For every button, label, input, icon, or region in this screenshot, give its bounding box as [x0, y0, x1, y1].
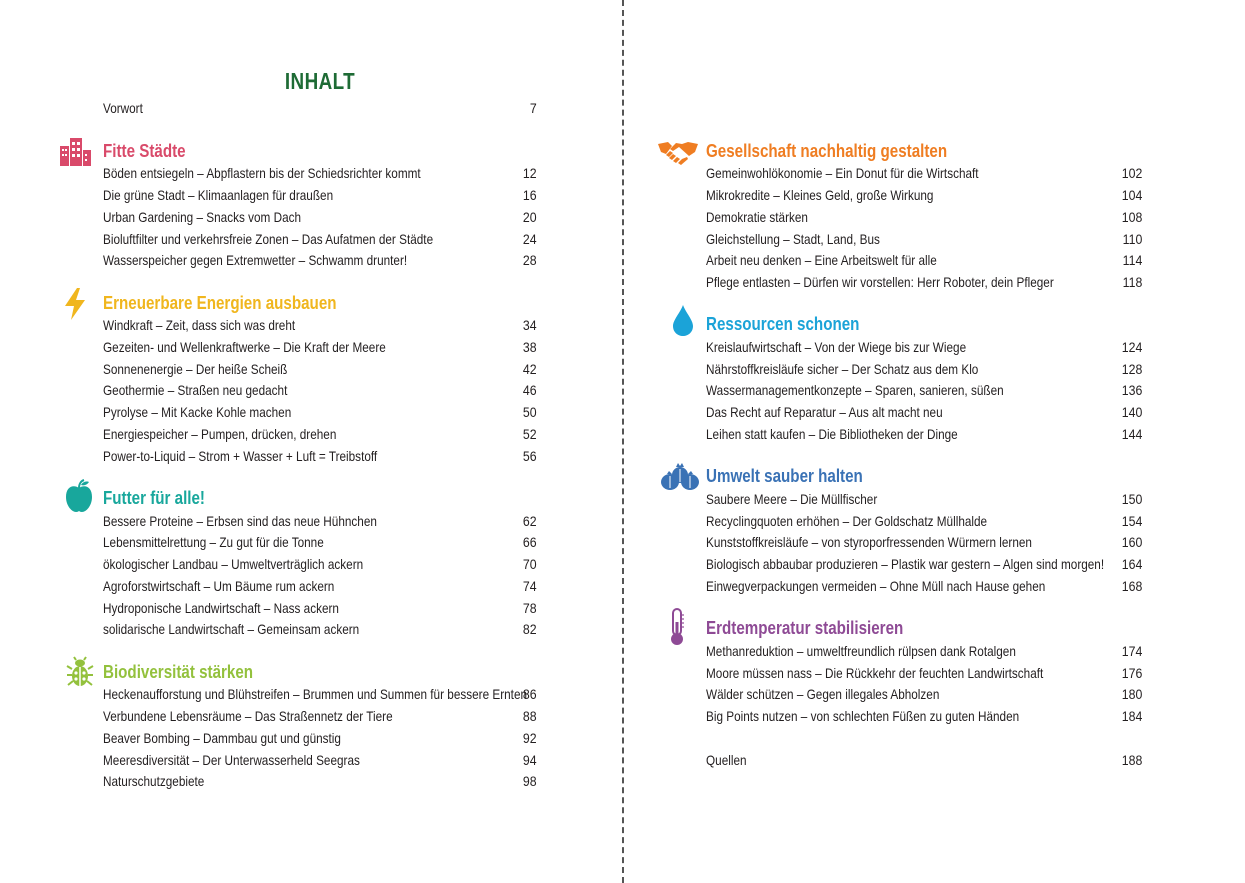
toc-entry[interactable] — [706, 207, 1142, 227]
toc-entry-label: Das Recht auf Reparatur – Aus alt macht neu — [706, 404, 943, 420]
toc-entry[interactable] — [103, 598, 537, 618]
toc-entry-page: 150 — [1121, 491, 1142, 507]
toc-entry-label: Windkraft – Zeit, dass sich was dreht — [103, 317, 296, 333]
toc-entry-label: Agroforstwirtschaft – Um Bäume rum ackern — [103, 578, 335, 594]
page-title: INHALT — [284, 68, 356, 94]
toc-entry[interactable] — [103, 229, 537, 249]
toc-entry[interactable] — [103, 771, 537, 791]
toc-entry-label: Sonnenenergie – Der heiße Scheiß — [103, 361, 288, 377]
toc-entry-page: 184 — [1121, 708, 1142, 724]
toc-entry[interactable] — [706, 554, 1142, 574]
toc-entry-page: 118 — [1122, 274, 1142, 290]
toc-entry-page: 82 — [523, 621, 537, 637]
toc-entry-page: 164 — [1121, 556, 1142, 572]
toc-entry-page: 24 — [523, 231, 537, 247]
toc-entry-page: 140 — [1121, 404, 1142, 420]
toc-entry-label: Gemeinwohlökonomie – Ein Donut für die Wirtschaft — [706, 165, 979, 181]
toc-entry[interactable] — [103, 359, 537, 379]
toc-entry-label: Recyclingquoten erhöhen – Der Goldschatz Müllhalde — [706, 513, 988, 529]
toc-entry[interactable] — [706, 337, 1142, 357]
toc-entry[interactable] — [103, 684, 537, 704]
toc-entry-page: 52 — [523, 426, 537, 442]
toc-entry-page: 46 — [523, 382, 537, 398]
toc-entry[interactable] — [706, 402, 1142, 422]
toc-entry-page: 34 — [523, 317, 537, 333]
toc-entry-page: 66 — [523, 534, 537, 550]
toc-entry-label: Wälder schützen – Gegen illegales Abholzen — [706, 686, 940, 702]
toc-entry-label: Leihen statt kaufen – Die Bibliotheken der Dinge — [706, 426, 958, 442]
toc-entry-label: Kreislaufwirtschaft – Von der Wiege bis zur Wiege — [706, 339, 967, 355]
toc-entry-page: 102 — [1121, 165, 1142, 181]
toc-entry-page: 78 — [523, 600, 537, 616]
toc-entry[interactable] — [103, 446, 537, 466]
toc-entry-page: 74 — [523, 578, 537, 594]
toc-entry-page: 38 — [523, 339, 537, 355]
toc-entry[interactable] — [706, 489, 1142, 509]
toc-entry[interactable] — [103, 315, 537, 335]
toc-entry-label: Biologisch abbaubar produzieren – Plastik war gestern – Algen sind morgen! — [706, 556, 1105, 572]
toc-entry[interactable] — [103, 554, 537, 574]
toc-entry-label: Einwegverpackungen vermeiden – Ohne Müll nach Hause gehen — [706, 578, 1046, 594]
toc-entry-page: 70 — [523, 556, 537, 572]
toc-entry-vorwort[interactable] — [103, 98, 537, 118]
toc-entry[interactable] — [706, 532, 1142, 552]
toc-entry-page: 86 — [523, 686, 537, 702]
toc-entry-label: Meeresdiversität – Der Unterwasserheld Seegras — [103, 752, 360, 768]
toc-entry-page: 144 — [1121, 426, 1142, 442]
toc-entry-page: 94 — [523, 752, 537, 768]
toc-entry[interactable] — [103, 532, 537, 552]
toc-entry[interactable] — [706, 576, 1142, 596]
toc-entry[interactable] — [706, 511, 1142, 531]
toc-entry[interactable] — [103, 185, 537, 205]
toc-entry-label: Gleichstellung – Stadt, Land, Bus — [706, 231, 880, 247]
toc-entry-page: 20 — [523, 209, 537, 225]
toc-entry-page: 168 — [1121, 578, 1142, 594]
toc-entry-page: 42 — [523, 361, 537, 377]
toc-entry-page: 16 — [523, 187, 537, 203]
toc-entry-label: Verbundene Lebensräume – Das Straßennetz der Tiere — [103, 708, 393, 724]
toc-entry-label: Wasserspeicher gegen Extremwetter – Schwamm drunter! — [103, 252, 408, 268]
toc-entry[interactable] — [103, 402, 537, 422]
toc-entry-page: 188 — [1121, 752, 1142, 768]
toc-entry[interactable] — [706, 424, 1142, 444]
toc-entry[interactable] — [103, 511, 537, 531]
toc-entry[interactable] — [706, 359, 1142, 379]
page-divider — [622, 0, 624, 883]
buildings-icon — [58, 136, 92, 166]
toc-entry[interactable] — [103, 163, 537, 183]
toc-entry-label: Mikrokredite – Kleines Geld, große Wirkung — [706, 187, 934, 203]
toc-entry-page: 92 — [523, 730, 537, 746]
beetle-icon — [66, 656, 94, 688]
toc-entry-label: Kunststoffkreisläufe – von styroporfressenden Würmern lernen — [706, 534, 1032, 550]
toc-entry[interactable] — [103, 337, 537, 357]
toc-entry-label: Heckenaufforstung und Blühstreifen – Brummen und Summen für bessere Ernten — [103, 686, 528, 702]
toc-entry[interactable] — [706, 706, 1142, 726]
toc-entry-label: Quellen — [706, 752, 747, 768]
toc-entry[interactable] — [103, 250, 537, 270]
toc-entry[interactable] — [706, 229, 1142, 249]
garbage-bags-icon — [660, 460, 700, 490]
toc-entry-label: Nährstoffkreisläufe sicher – Der Schatz aus dem Klo — [706, 361, 979, 377]
toc-entry[interactable] — [706, 641, 1142, 661]
toc-entry-label: Die grüne Stadt – Klimaanlagen für draußen — [103, 187, 334, 203]
toc-entry-label: Power-to-Liquid – Strom + Wasser + Luft = Treibstoff — [103, 448, 378, 464]
toc-entry[interactable] — [706, 684, 1142, 704]
toc-entry[interactable] — [103, 728, 537, 748]
toc-entry-label: Pyrolyse – Mit Kacke Kohle machen — [103, 404, 292, 420]
toc-entry-page: 7 — [530, 100, 537, 116]
toc-entry-label: Naturschutzgebiete — [103, 773, 205, 789]
toc-entry-page: 50 — [523, 404, 537, 420]
toc-entry-page: 110 — [1122, 231, 1142, 247]
toc-entry-label: Böden entsiegeln – Abpflastern bis der Schiedsrichter kommt — [103, 165, 421, 181]
toc-entry[interactable] — [706, 663, 1142, 683]
toc-entry-page: 174 — [1121, 643, 1142, 659]
toc-entry-quellen[interactable] — [706, 750, 1142, 770]
toc-entry-label: Saubere Meere – Die Müllfischer — [706, 491, 878, 507]
toc-entry-page: 124 — [1121, 339, 1142, 355]
section-heading-staedte[interactable]: Fitte Städte — [103, 140, 186, 161]
toc-entry-page: 180 — [1121, 686, 1142, 702]
toc-entry-label: Bessere Proteine – Erbsen sind das neue Hühnchen — [103, 513, 377, 529]
toc-entry-label: Gezeiten- und Wellenkraftwerke – Die Kraft der Meere — [103, 339, 386, 355]
toc-entry[interactable] — [103, 424, 537, 444]
toc-entry-label: Geothermie – Straßen neu gedacht — [103, 382, 288, 398]
toc-entry-label: Wassermanagementkonzepte – Sparen, sanieren, süßen — [706, 382, 1004, 398]
toc-entry-page: 176 — [1121, 665, 1142, 681]
toc-entry[interactable] — [103, 207, 537, 227]
toc-entry[interactable] — [706, 185, 1142, 205]
toc-entry-label: Big Points nutzen – von schlechten Füßen zu guten Händen — [706, 708, 1020, 724]
toc-entry-page: 104 — [1121, 187, 1142, 203]
toc-entry-page: 114 — [1122, 252, 1142, 268]
thermometer-icon — [668, 608, 686, 646]
lightning-icon — [63, 288, 87, 320]
toc-entry-label: Energiespeicher – Pumpen, drücken, drehen — [103, 426, 337, 442]
toc-entry[interactable] — [706, 272, 1142, 292]
apple-icon — [64, 479, 94, 513]
toc-entry-page: 128 — [1121, 361, 1142, 377]
toc-entry-label: Beaver Bombing – Dammbau gut und günstig — [103, 730, 341, 746]
toc-entry-page: 62 — [523, 513, 537, 529]
toc-entry-page: 12 — [523, 165, 537, 181]
toc-entry-label: ökologischer Landbau – Umweltverträglich ackern — [103, 556, 364, 572]
toc-entry-page: 56 — [523, 448, 537, 464]
toc-entry[interactable] — [103, 706, 537, 726]
toc-entry-label: Arbeit neu denken – Eine Arbeitswelt für alle — [706, 252, 937, 268]
toc-entry-label: Bioluftfilter und verkehrsfreie Zonen – Das Aufatmen der Städte — [103, 231, 434, 247]
toc-entry[interactable] — [706, 380, 1142, 400]
toc-entry[interactable] — [103, 576, 537, 596]
toc-entry-label: Moore müssen nass – Die Rückkehr der feuchten Landwirtschaft — [706, 665, 1044, 681]
section-heading-energie[interactable]: Erneuerbare Energien ausbauen — [103, 292, 337, 313]
toc-entry-page: 160 — [1121, 534, 1142, 550]
section-heading-erdtemp[interactable]: Erdtemperatur stabilisieren — [706, 617, 904, 638]
toc-entry-page: 28 — [523, 252, 537, 268]
water-drop-icon — [672, 305, 694, 337]
toc-entry-label: Urban Gardening – Snacks vom Dach — [103, 209, 302, 225]
handshake-icon — [658, 138, 698, 166]
toc-entry-page: 154 — [1121, 513, 1142, 529]
toc-entry-page: 88 — [523, 708, 537, 724]
section-heading-biodiv[interactable]: Biodiversität stärken — [103, 661, 254, 682]
toc-entry-label: Methanreduktion – umweltfreundlich rülpsen dank Rotalgen — [706, 643, 1016, 659]
toc-entry-label: Pflege entlasten – Dürfen wir vorstellen: Herr Roboter, dein Pfleger — [706, 274, 1054, 290]
toc-entry[interactable] — [706, 163, 1142, 183]
toc-entry-page: 136 — [1121, 382, 1142, 398]
toc-entry[interactable] — [103, 750, 537, 770]
toc-entry[interactable] — [103, 619, 537, 639]
toc-entry[interactable] — [103, 380, 537, 400]
toc-entry-label: Lebensmittelrettung – Zu gut für die Tonne — [103, 534, 324, 550]
toc-entry-label: Demokratie stärken — [706, 209, 808, 225]
section-heading-ressourcen[interactable]: Ressourcen schonen — [706, 313, 860, 334]
section-heading-gesellschaft[interactable]: Gesellschaft nachhaltig gestalten — [706, 140, 948, 161]
section-heading-futter[interactable]: Futter für alle! — [103, 487, 205, 508]
section-heading-umwelt[interactable]: Umwelt sauber halten — [706, 465, 863, 486]
toc-entry-label: Hydroponische Landwirtschaft – Nass ackern — [103, 600, 339, 616]
toc-entry-page: 108 — [1121, 209, 1142, 225]
toc-entry[interactable] — [706, 250, 1142, 270]
toc-entry-label: solidarische Landwirtschaft – Gemeinsam ackern — [103, 621, 360, 637]
toc-entry-label: Vorwort — [103, 100, 143, 116]
toc-entry-page: 98 — [523, 773, 537, 789]
